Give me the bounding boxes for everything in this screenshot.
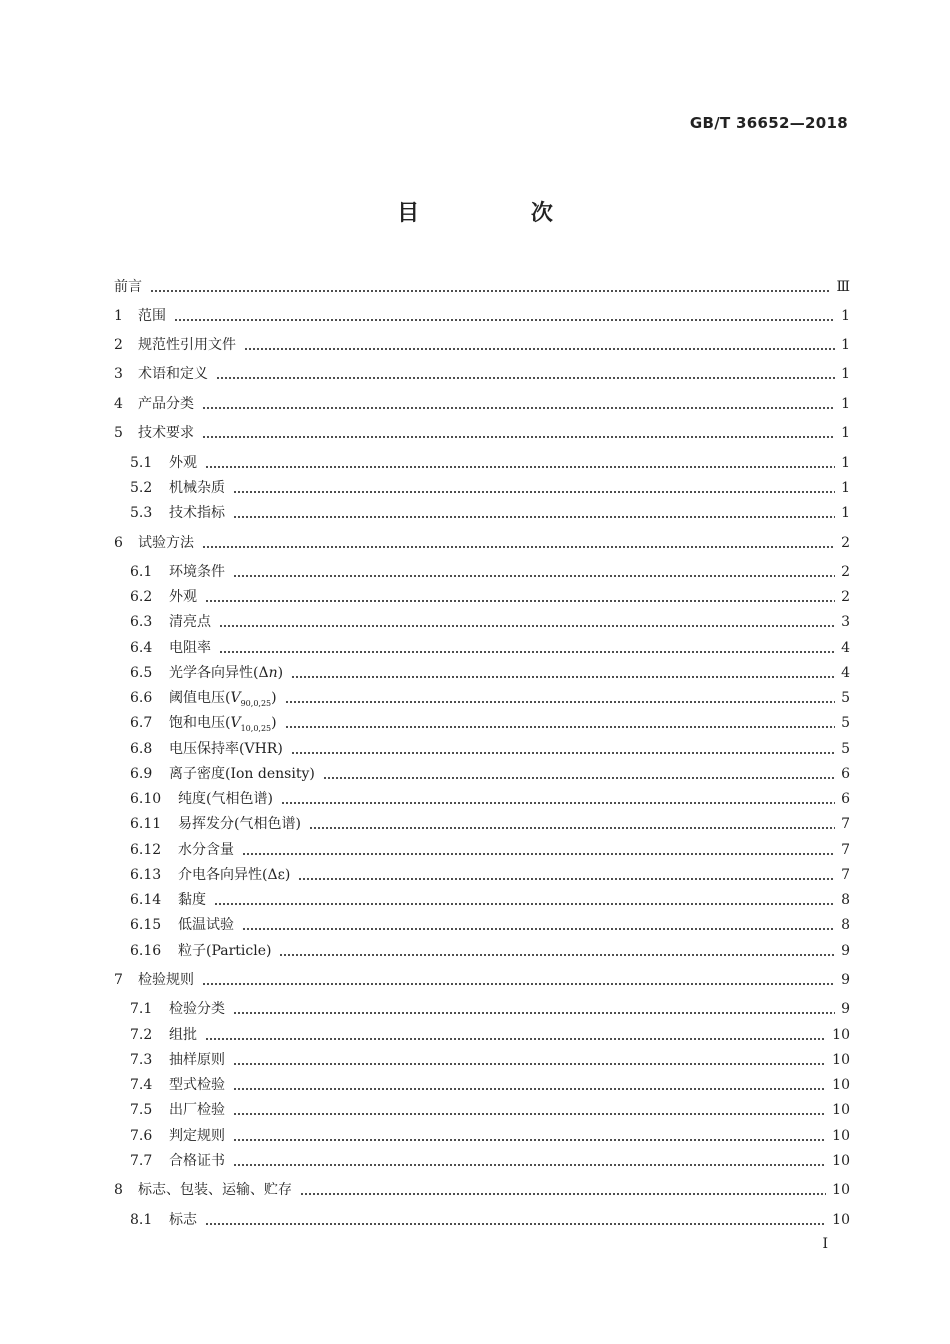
toc-entry[interactable]: [0, 662, 950, 684]
toc-entry[interactable]: [0, 611, 950, 633]
toc-entry[interactable]: [0, 532, 950, 554]
toc-entry[interactable]: [0, 1179, 950, 1201]
toc-entry-title: 组批: [169, 1027, 197, 1043]
toc-entry-number: 7.7: [130, 1153, 153, 1169]
toc-entry-number: 6.14: [130, 892, 162, 908]
toc-entry-number: 6.4: [130, 640, 153, 656]
toc-entry-title: 判定规则: [169, 1128, 225, 1144]
toc-entry-title: 范围: [138, 308, 166, 324]
toc-entry-number: 6.5: [130, 665, 153, 681]
page-title: 目 次: [397, 201, 605, 226]
dot-leader: [214, 889, 835, 911]
toc-entry-number: 5.3: [130, 505, 153, 521]
toc-entry-title: 纯度(气相色谱): [178, 791, 273, 807]
toc-entry-title: 型式检验: [169, 1077, 225, 1093]
toc-entry[interactable]: [0, 763, 950, 785]
toc-entry-number: 8.1: [130, 1212, 153, 1228]
dot-leader: [244, 334, 835, 356]
toc-entry-number: 5: [114, 425, 123, 441]
toc-entry-page: 4: [841, 665, 850, 681]
toc-entry-page: Ⅲ: [836, 279, 850, 295]
toc-entry[interactable]: [0, 477, 950, 499]
dot-leader: [233, 1150, 826, 1172]
dot-leader: [202, 393, 835, 415]
dot-leader: [323, 763, 835, 785]
toc-entry-number: 7.2: [130, 1027, 153, 1043]
toc-entry-number: 6.8: [130, 741, 153, 757]
toc-entry-page: 10: [832, 1128, 850, 1144]
dot-leader: [233, 477, 835, 499]
toc-entry[interactable]: [0, 998, 950, 1020]
toc-entry-page: 1: [841, 308, 850, 324]
toc-entry-page: 1: [841, 480, 850, 496]
toc-entry[interactable]: [0, 788, 950, 810]
toc-entry-number: 6.6: [130, 690, 153, 706]
toc-entry-page: 8: [841, 917, 850, 933]
toc-entry[interactable]: [0, 1099, 950, 1121]
toc-entry-page: 3: [841, 614, 850, 630]
dot-leader: [298, 864, 835, 886]
toc-entry[interactable]: [0, 1074, 950, 1096]
toc-entry-number: 2: [114, 337, 123, 353]
dot-leader: [233, 1049, 826, 1071]
dot-leader: [279, 940, 835, 962]
toc-entry-title: 检验分类: [169, 1001, 225, 1017]
toc-entry-number: 7.4: [130, 1077, 153, 1093]
toc-entry[interactable]: [0, 276, 950, 298]
dot-leader: [291, 662, 835, 684]
toc-entry[interactable]: [0, 940, 950, 962]
toc-entry[interactable]: [0, 712, 950, 734]
toc-entry-number: 1: [114, 308, 123, 324]
toc-entry-number: 4: [114, 396, 123, 412]
toc-entry[interactable]: [0, 1049, 950, 1071]
dot-leader: [291, 738, 835, 760]
toc-entry[interactable]: [0, 1209, 950, 1231]
dot-leader: [202, 969, 835, 991]
toc-entry[interactable]: [0, 305, 950, 327]
dot-leader: [233, 502, 835, 524]
toc-entry-number: 8: [114, 1182, 123, 1198]
toc-entry-page: 10: [832, 1027, 850, 1043]
toc-entry-page: 10: [832, 1077, 850, 1093]
toc-entry-title: 环境条件: [169, 564, 225, 580]
toc-entry-page: 8: [841, 892, 850, 908]
toc-entry-page: 6: [841, 766, 850, 782]
toc-entry-page: 9: [841, 1001, 850, 1017]
toc-entry[interactable]: [0, 864, 950, 886]
dot-leader: [205, 1024, 826, 1046]
toc-entry-number: 6.1: [130, 564, 153, 580]
toc-entry-number: 6.13: [130, 867, 162, 883]
toc-entry-page: 10: [832, 1052, 850, 1068]
toc-entry-page: 5: [841, 741, 850, 757]
dot-leader: [242, 914, 835, 936]
dot-leader: [202, 422, 835, 444]
toc-entry-page: 1: [841, 337, 850, 353]
toc-entry-number: 7: [114, 972, 123, 988]
dot-leader: [205, 586, 835, 608]
toc-entry[interactable]: [0, 738, 950, 760]
toc-entry-title: 水分含量: [178, 842, 234, 858]
dot-leader: [281, 788, 835, 810]
dot-leader: [233, 1074, 826, 1096]
toc-entry-page: 5: [841, 715, 850, 731]
toc-entry-page: 1: [841, 425, 850, 441]
toc-entry-page: 10: [832, 1102, 850, 1118]
dot-leader: [174, 305, 835, 327]
toc-entry[interactable]: [0, 393, 950, 415]
toc-entry-page: 4: [841, 640, 850, 656]
toc-entry-title: 黏度: [178, 892, 206, 908]
toc-entry-title: 电压保持率(VHR): [169, 741, 283, 757]
toc-entry-number: 6.15: [130, 917, 162, 933]
toc-entry-title: 低温试验: [178, 917, 234, 933]
dot-leader: [300, 1179, 826, 1201]
toc-entry[interactable]: [0, 1024, 950, 1046]
toc-entry[interactable]: [0, 914, 950, 936]
toc-entry-title: 离子密度(Ion density): [169, 766, 315, 782]
dot-leader: [150, 276, 830, 298]
dot-leader: [309, 813, 835, 835]
dot-leader: [233, 1099, 826, 1121]
toc-entry-title: 易挥发分(气相色谱): [178, 816, 301, 832]
toc-entry-title: 外观: [169, 589, 197, 605]
toc-entry-number: 6.10: [130, 791, 162, 807]
toc-entry-number: 7.6: [130, 1128, 153, 1144]
toc-entry-title: 试验方法: [138, 535, 194, 551]
toc-entry-title: 标志、包装、运输、贮存: [138, 1182, 292, 1198]
toc-entry[interactable]: [0, 687, 950, 709]
dot-leader: [285, 687, 835, 709]
toc-entry-title: 标志: [169, 1212, 197, 1228]
toc-entry-page: 7: [841, 816, 850, 832]
toc-entry-page: 10: [832, 1212, 850, 1228]
toc-entry-page: 1: [841, 505, 850, 521]
toc-entry-title: 检验规则: [138, 972, 194, 988]
toc-entry-title: 外观: [169, 455, 197, 471]
toc-entry-number: 6.3: [130, 614, 153, 630]
toc-entry-title: 技术要求: [138, 425, 194, 441]
toc-entry[interactable]: [0, 637, 950, 659]
toc-entry-page: 6: [841, 791, 850, 807]
toc-entry-title: 光学各向异性(Δn): [169, 665, 284, 681]
dot-leader: [233, 1125, 826, 1147]
toc-entry[interactable]: [0, 813, 950, 835]
toc-entry-title: 介电各向异性(Δε): [178, 867, 291, 883]
dot-leader: [242, 839, 835, 861]
toc-entry-number: 6.7: [130, 715, 153, 731]
toc-entry[interactable]: [0, 334, 950, 356]
toc-entry-number: 5.1: [130, 455, 153, 471]
toc-entry-page: 10: [832, 1153, 850, 1169]
toc-entry-page: 1: [841, 366, 850, 382]
toc-entry[interactable]: [0, 889, 950, 911]
toc-entry-title: 清亮点: [169, 614, 211, 630]
toc-entry-title: 出厂检验: [169, 1102, 225, 1118]
toc-entry-number: 6: [114, 535, 123, 551]
toc-entry-number: 5.2: [130, 480, 153, 496]
dot-leader: [216, 363, 835, 385]
toc-entry-title: 阈值电压$(V_{90,0,25})$: [169, 690, 277, 708]
toc-entry-title: 规范性引用文件: [138, 337, 236, 353]
toc-entry[interactable]: [0, 452, 950, 474]
toc-entry-page: 5: [841, 690, 850, 706]
dot-leader: [285, 712, 835, 734]
dot-leader: [219, 611, 835, 633]
page-number: I: [822, 1236, 828, 1252]
toc-entry-number: 6.2: [130, 589, 153, 605]
toc-entry-title: 产品分类: [138, 396, 194, 412]
toc-entry[interactable]: [0, 502, 950, 524]
dot-leader: [202, 532, 835, 554]
dot-leader: [205, 1209, 826, 1231]
toc-entry[interactable]: [0, 1125, 950, 1147]
toc-entry-page: 7: [841, 842, 850, 858]
toc-entry-page: 9: [841, 972, 850, 988]
toc-entry-page: 10: [832, 1182, 850, 1198]
toc-entry[interactable]: [0, 363, 950, 385]
toc-entry[interactable]: [0, 969, 950, 991]
toc-entry[interactable]: [0, 561, 950, 583]
toc-entry-page: 1: [841, 455, 850, 471]
toc-entry-number: 7.1: [130, 1001, 153, 1017]
toc-entry-number: 6.16: [130, 943, 162, 959]
toc-entry-page: 2: [841, 535, 850, 551]
dot-leader: [233, 998, 835, 1020]
toc-entry-page: 2: [841, 564, 850, 580]
toc-entry-number: 6.9: [130, 766, 153, 782]
toc-entry-title: 合格证书: [169, 1153, 225, 1169]
toc-entry-title: 粒子(Particle): [178, 943, 272, 959]
toc-entry-number: 7.5: [130, 1102, 153, 1118]
toc-entry-number: 3: [114, 366, 123, 382]
toc-entry-title: 术语和定义: [138, 366, 208, 382]
toc-entry[interactable]: [0, 839, 950, 861]
toc-entry-number: 6.12: [130, 842, 162, 858]
toc-entry[interactable]: [0, 422, 950, 444]
toc-entry-title: 饱和电压$(V_{10,0,25})$: [169, 715, 277, 733]
toc-entry-title: 抽样原则: [169, 1052, 225, 1068]
toc-entry-title: 技术指标: [169, 505, 225, 521]
toc-entry-title: 电阻率: [169, 640, 211, 656]
standard-code: GB/T 36652—2018: [689, 114, 848, 132]
toc-entry-title: 前言: [114, 279, 142, 295]
toc-entry-number: 6.11: [130, 816, 162, 832]
toc-entry-page: 2: [841, 589, 850, 605]
dot-leader: [205, 452, 835, 474]
toc-entry-page: 1: [841, 396, 850, 412]
toc-entry-number: 7.3: [130, 1052, 153, 1068]
toc-entry-title: 机械杂质: [169, 480, 225, 496]
dot-leader: [219, 637, 835, 659]
toc-entry-page: 7: [841, 867, 850, 883]
toc-entry[interactable]: [0, 1150, 950, 1172]
toc-entry[interactable]: [0, 586, 950, 608]
dot-leader: [233, 561, 835, 583]
toc-entry-page: 9: [841, 943, 850, 959]
